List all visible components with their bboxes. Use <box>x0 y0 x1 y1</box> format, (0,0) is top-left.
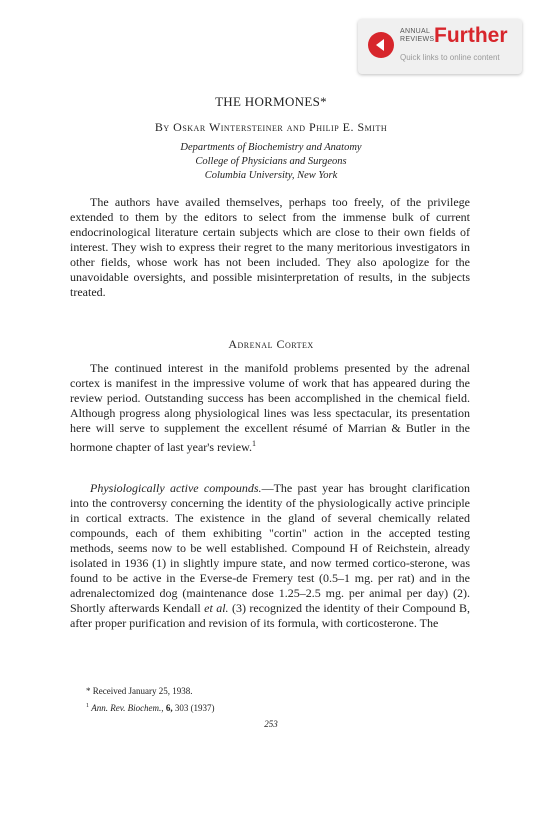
intro-paragraph: The authors have availed themselves, perhaps too freely, of the privilege extended to them by the editors to select from the immense bulk of current endocrinological literature certain subjects which are close to their own fields of interest. They wish to express their regret to the many meritorious investigators in other fields, whose work has not been included. They also apologize for the unavoidable oversights, and possible misinterpretation of results, in the subjects treated. <box>70 195 470 299</box>
footnote-ref-1[interactable]: 1 <box>251 439 256 448</box>
affiliation-college: College of Physicians and Surgeons <box>195 156 347 167</box>
affiliation-university: Columbia University, New York <box>204 170 338 181</box>
footnote-1: $^1$ Ann. Rev. Biochem., 6, 303 (1937) <box>86 703 215 713</box>
further-tagline: Quick links to online content <box>400 53 500 62</box>
further-label: Further <box>434 24 508 47</box>
section-heading-adrenal-cortex: Adrenal Cortex <box>228 337 314 351</box>
author-line: By Oskar Wintersteiner and Philip E. Smith <box>154 120 388 134</box>
affiliation-departments: Departments of Biochemistry and Anatomy <box>180 142 362 153</box>
annual-reviews-brand: ANNUAL REVIEWS <box>400 28 435 43</box>
paragraph-run-in-heading: Physiologically active compounds. <box>90 481 262 495</box>
annual-reviews-logo-icon <box>368 32 394 58</box>
page-number: 253 <box>264 719 278 729</box>
adrenal-paragraph-2: Physiologically active compounds.—The past year has brought clarification into the controversy concerning the identity of the physiologically active principle in cortical extracts. The existence in the gland of several chemically related compounds, each of them exhibiting "cortin" action in the accepted testing methods, seems now to be well established. Compound H of Reichstein, already isolated in 1936 (1) in slightly impure state, and now termed cortico-sterone, was found to be active in the Everse-de Fremery test (0.5–1 mg. per rat) and in the adrenalectomized dog (maintenance dose 1.25–2.5 mg. per animal per day) (2). Shortly afterwards Kendall et al. (3) recognized the identity of their Compound B, after proper purification and revision of its formula, with corticosterone. The <box>70 481 471 630</box>
article-title: THE HORMONES* <box>215 94 327 109</box>
footnote-received: * Received January 25, 1938. <box>86 686 193 696</box>
adrenal-paragraph-1: The continued interest in the manifold problems presented by the adrenal cortex is manifest in the impressive volume of work that has appeared during the review period. Outstanding success has been accomplished in the chemical field. Although progress along physiological lines was less spectacular, its presentation here will serve to supplement the excellent résumé of Marrian & Butler in the hormone chapter of last year's review.$^1$ <box>70 361 470 454</box>
further-banner-link[interactable] <box>358 19 522 74</box>
